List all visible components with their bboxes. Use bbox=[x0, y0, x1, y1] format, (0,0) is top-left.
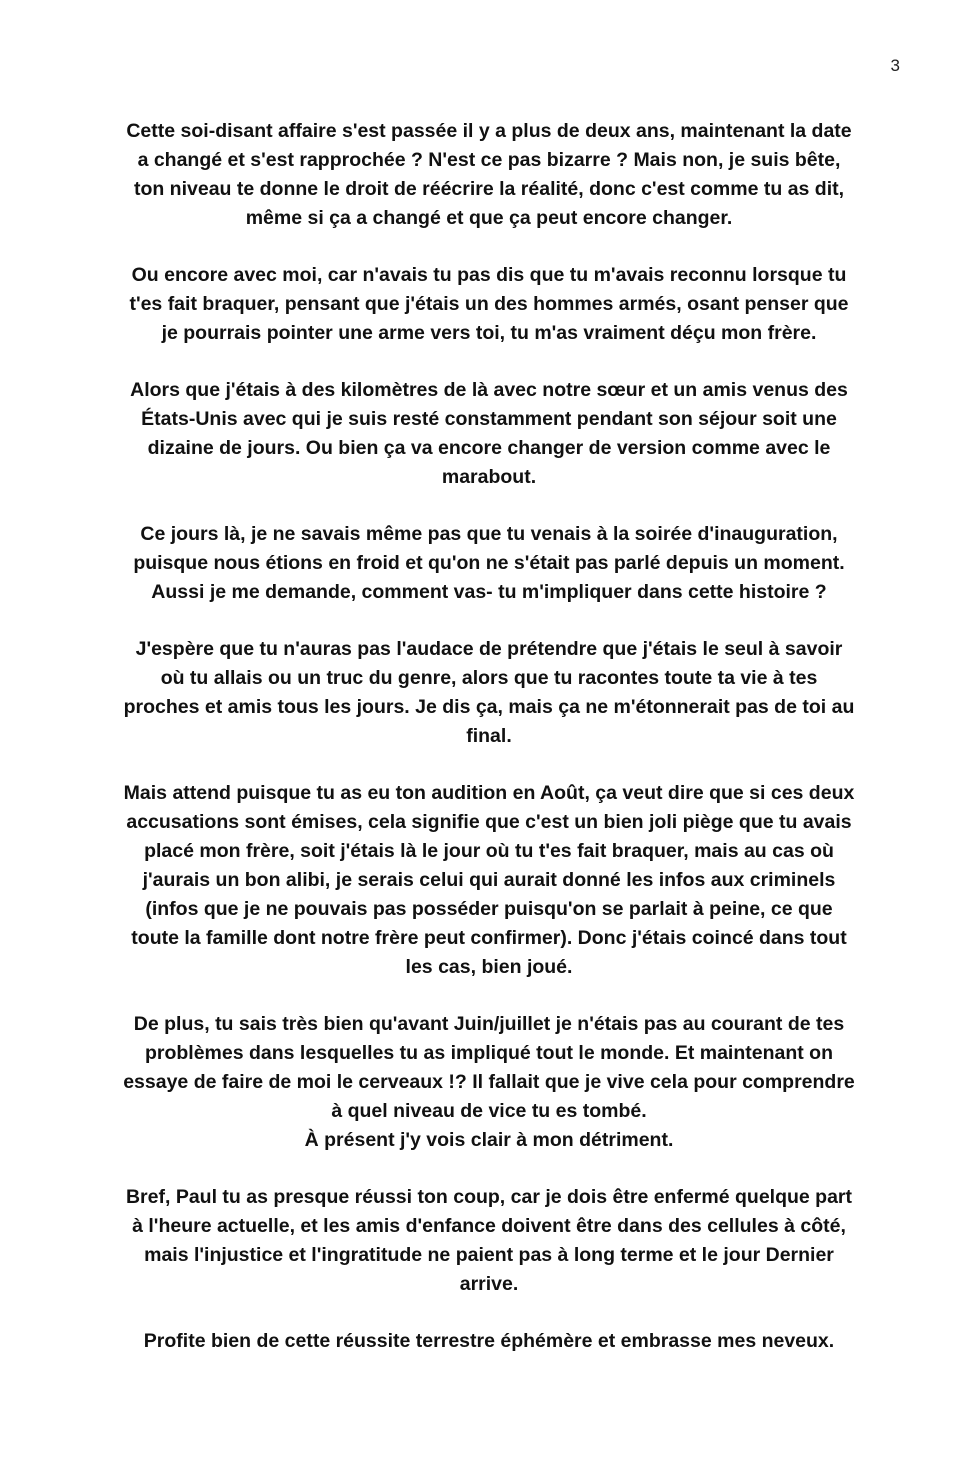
text-line: essaye de faire de moi le cerveaux !? Il fallait que je vive cela pour comprendre bbox=[123, 1071, 855, 1093]
text-line: Alors que j'étais à des kilomètres de là avec notre sœur et un amis venus des bbox=[130, 379, 848, 401]
text-line: a changé et s'est rapprochée ? N'est ce pas bizarre ? Mais non, je suis bête, bbox=[137, 149, 841, 171]
text-line: Cette soi-disant affaire s'est passée il y a plus de deux ans, maintenant la date bbox=[126, 120, 852, 142]
text-line: placé mon frère, soit j'étais là le jour où tu t'es fait braquer, mais au cas où bbox=[144, 840, 834, 862]
text-line: t'es fait braquer, pensant que j'étais un des hommes armés, osant penser que bbox=[129, 293, 849, 315]
paragraph bbox=[70, 779, 908, 982]
paragraph bbox=[70, 376, 908, 492]
text-line: les cas, bien joué. bbox=[405, 956, 573, 978]
letter-body bbox=[70, 117, 908, 1384]
text-line: mais l'injustice et l'ingratitude ne paient pas à long terme et le jour Dernier bbox=[144, 1244, 834, 1266]
text-line: J'espère que tu n'auras pas l'audace de prétendre que j'étais le seul à savoir bbox=[135, 638, 843, 660]
text-line: De plus, tu sais très bien qu'avant Juin/juillet je n'étais pas au courant de tes bbox=[133, 1013, 845, 1035]
text-line: même si ça a changé et que ça peut encore changer. bbox=[245, 207, 733, 229]
text-line: toute la famille dont notre frère peut confirmer). Donc j'étais coincé dans tout bbox=[131, 927, 847, 949]
paragraph bbox=[70, 117, 908, 233]
paragraph bbox=[70, 1327, 908, 1356]
text-line: États-Unis avec qui je suis resté constamment pendant son séjour soit une bbox=[141, 408, 837, 430]
text-line: Ou encore avec moi, car n'avais tu pas dis que tu m'avais reconnu lorsque tu bbox=[131, 264, 847, 286]
paragraph bbox=[70, 635, 908, 751]
page-number: 3 bbox=[890, 56, 900, 75]
text-line: Bref, Paul tu as presque réussi ton coup, car je dois être enfermé quelque part bbox=[125, 1186, 853, 1208]
paragraph bbox=[70, 1183, 908, 1299]
text-line: où tu allais ou un truc du genre, alors que tu racontes toute ta vie à tes bbox=[160, 667, 818, 689]
text-line: (infos que je ne pouvais pas posséder puisqu'on se parlait à peine, ce que bbox=[145, 898, 833, 920]
text-line: marabout. bbox=[441, 466, 537, 488]
text-line: à quel niveau de vice tu es tombé. bbox=[331, 1100, 647, 1122]
text-line: dizaine de jours. Ou bien ça va encore changer de version comme avec le bbox=[147, 437, 831, 459]
text-line: accusations sont émises, cela signifie que c'est un bien joli piège que tu avais bbox=[126, 811, 852, 833]
text-line: final. bbox=[466, 725, 512, 747]
text-line: arrive. bbox=[459, 1273, 519, 1295]
text-line: je pourrais pointer une arme vers toi, tu m'as vraiment déçu mon frère. bbox=[161, 322, 817, 344]
text-line: ton niveau te donne le droit de réécrire la réalité, donc c'est comme tu as dit, bbox=[133, 178, 845, 200]
paragraph bbox=[70, 520, 908, 607]
text-line: proches et amis tous les jours. Je dis ça, mais ça ne m'étonnerait pas de toi au bbox=[123, 696, 855, 718]
paragraph bbox=[70, 1010, 908, 1155]
text-line: Ce jours là, je ne savais même pas que tu venais à la soirée d'inauguration, bbox=[140, 523, 838, 545]
text-line: Aussi je me demande, comment vas- tu m'impliquer dans cette histoire ? bbox=[151, 581, 827, 603]
paragraph bbox=[70, 261, 908, 348]
text-line: À présent j'y vois clair à mon détriment. bbox=[304, 1129, 674, 1151]
text-line: Mais attend puisque tu as eu ton audition en Août, ça veut dire que si ces deux bbox=[123, 782, 855, 804]
text-line: problèmes dans lesquelles tu as impliqué tout le monde. Et maintenant on bbox=[144, 1042, 834, 1064]
text-line: j'aurais un bon alibi, je serais celui qui aurait donné les infos aux criminels bbox=[142, 869, 836, 891]
text-line: Profite bien de cette réussite terrestre éphémère et embrasse mes neveux. bbox=[143, 1330, 835, 1352]
text-line: puisque nous étions en froid et qu'on ne s'était pas parlé depuis un moment. bbox=[133, 552, 845, 574]
text-line: à l'heure actuelle, et les amis d'enfance doivent être dans des cellules à côté, bbox=[132, 1215, 846, 1237]
